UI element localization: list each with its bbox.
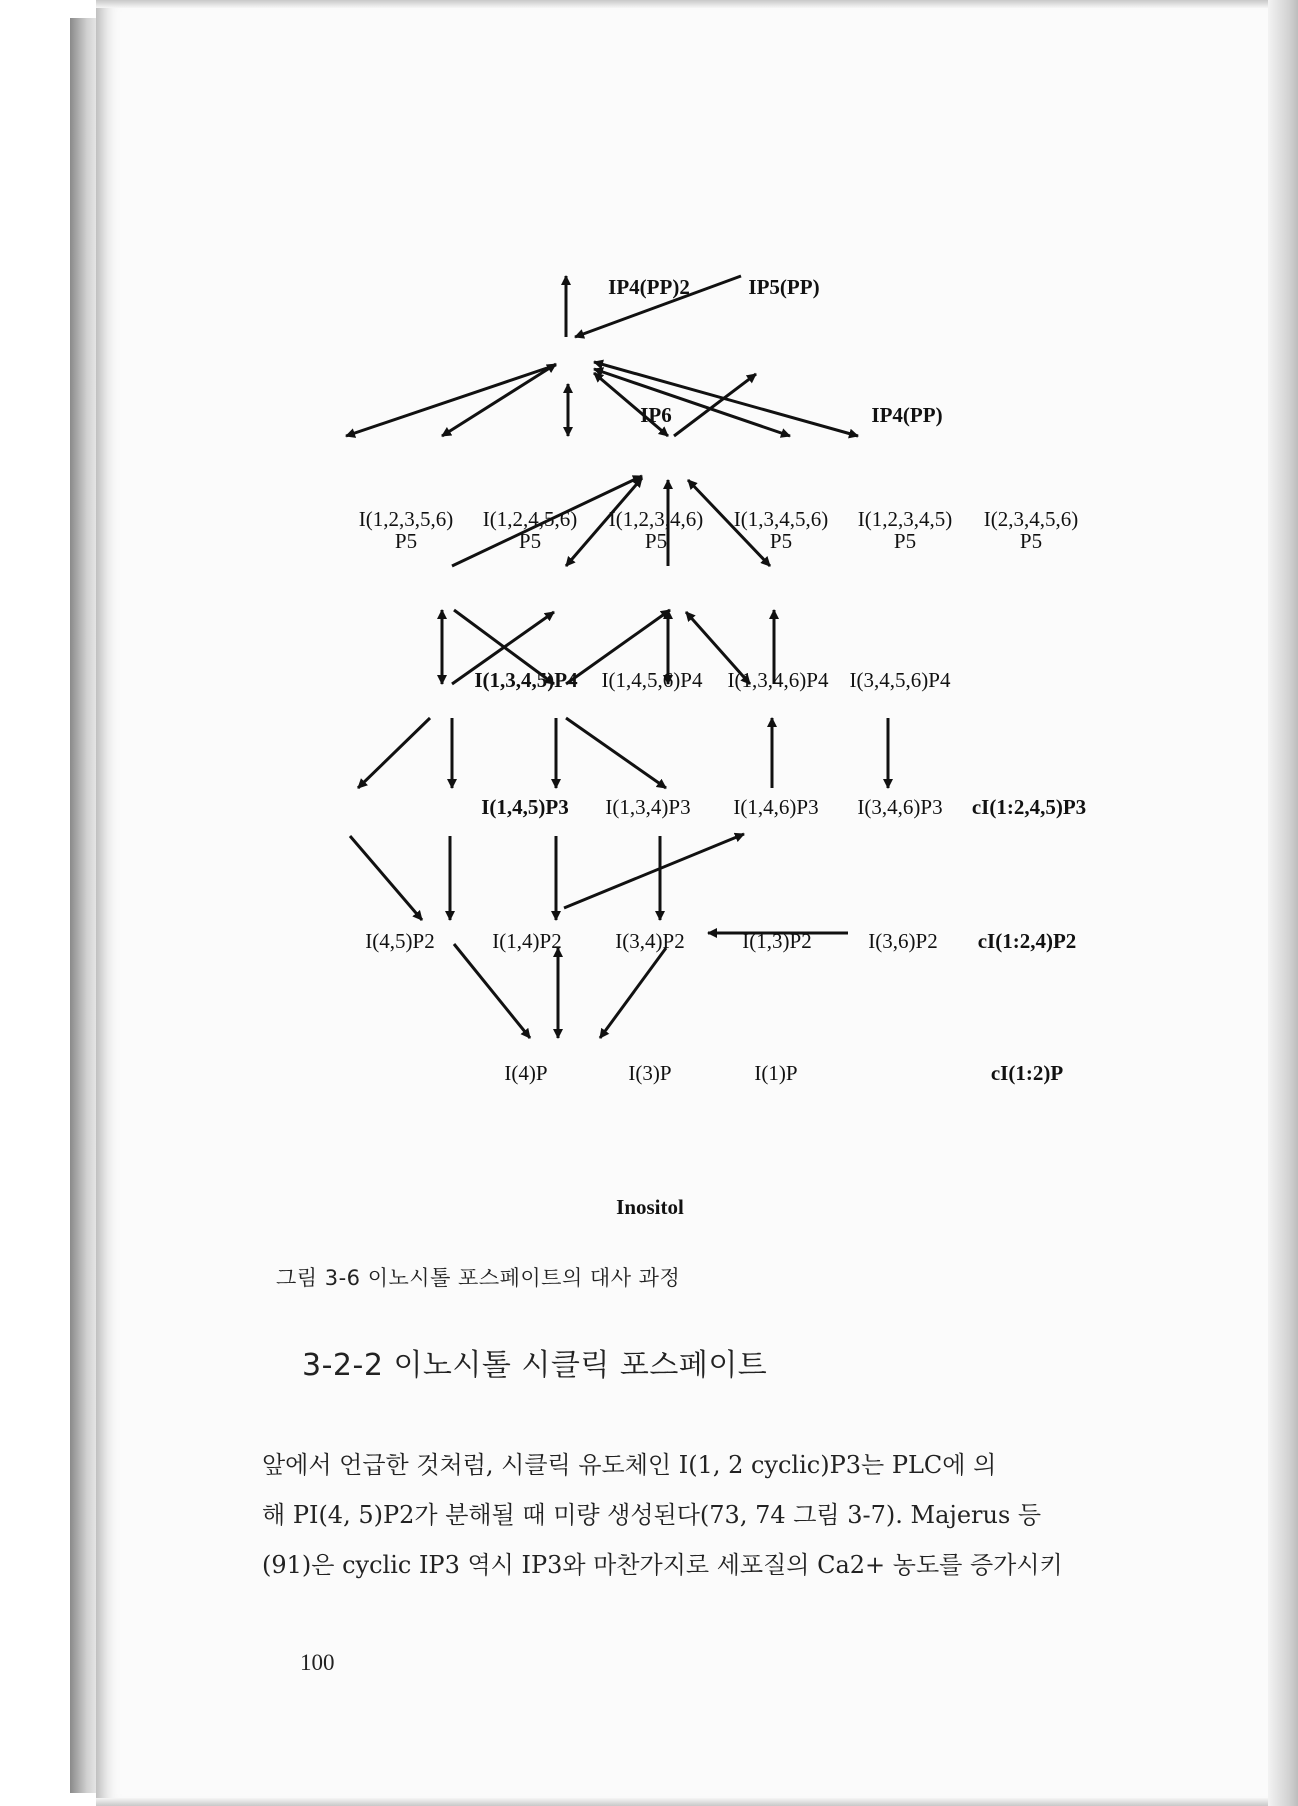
node-ip6: IP6 [640, 403, 672, 427]
page-edge-bottom [96, 1798, 1280, 1806]
section-heading: 3-2-2 이노시톨 시클릭 포스페이트 [302, 1348, 768, 1383]
node-p2-13: I(1,3)P2 [742, 929, 812, 953]
arrow-ip6-to-p5-12356 [346, 365, 556, 436]
node-p2-45: I(4,5)P2 [365, 929, 435, 953]
node-ip5pp: IP5(PP) [748, 275, 820, 299]
node-p-3: I(3)P [628, 1061, 672, 1085]
node-p3-346: I(3,4,6)P3 [857, 795, 943, 819]
arrow-p2-45-to-p-4 [350, 836, 422, 920]
arrow-p-1-to-inositol [600, 948, 666, 1038]
page-edge-top [96, 0, 1280, 8]
book-spine [70, 18, 98, 1793]
node-p2-36: I(3,6)P2 [868, 929, 938, 953]
arrow-p3-134-to-p2-13 [566, 718, 666, 788]
node-cp-12: cI(1:2)P [990, 1061, 1064, 1085]
node-p4-1346: I(1,3,4,6)P4 [727, 668, 829, 692]
node-cp2-124: cI(1:2,4)P2 [977, 929, 1077, 953]
node-p2-34: I(3,4)P2 [615, 929, 685, 953]
body-line-1: 앞에서 언급한 것처럼, 시클릭 유도체인 I(1, 2 cyclic)P3는 PLC에 의 [262, 1451, 997, 1479]
node-p5-12346: I(1,2,3,4,6) P5 [608, 507, 704, 553]
figure-caption: 그림 3-6 이노시톨 포스페이트의 대사 과정 [276, 1266, 681, 1290]
arrow-ip6-p5-23456 [594, 362, 858, 436]
node-p3-145: I(1,4,5)P3 [481, 795, 569, 819]
node-inositol: Inositol [616, 1195, 684, 1219]
arrow-ip6-p5-12345 [594, 369, 790, 436]
arrow-p-4-to-inositol [454, 944, 530, 1038]
node-p5-12356: I(1,2,3,5,6) P5 [358, 507, 454, 553]
page-edge-right [1268, 0, 1298, 1806]
arrow-p-3-to-p2-36 [564, 834, 744, 908]
node-cp3-1245: cI(1:2,4,5)P3 [971, 795, 1087, 819]
node-p5-13456: I(1,3,4,5,6) P5 [733, 507, 829, 553]
node-p3-134: I(1,3,4)P3 [605, 795, 691, 819]
node-p5-12456: I(1,2,4,5,6) P5 [482, 507, 578, 553]
node-ip4pp: IP4(PP) [871, 403, 943, 427]
page-number: 100 [300, 1650, 335, 1675]
node-p4-1345: I(1,3,4,5)P4 [474, 668, 578, 692]
node-p4-1456: I(1,4,5,6)P4 [601, 668, 703, 692]
node-p-4: I(4)P [504, 1061, 548, 1085]
node-p-1: I(1)P [754, 1061, 798, 1085]
node-p5-12345: I(1,2,3,4,5) P5 [857, 507, 953, 553]
arrow-ip6-p5-12456 [442, 364, 556, 436]
node-ip4pp2: IP4(PP)2 [608, 275, 690, 299]
body-line-3: (91)은 cyclic IP3 역시 IP3와 마찬가지로 세포질의 Ca2+ 농도를 증가시키 [262, 1551, 1063, 1579]
arrow-p3-145-to-p2-45 [358, 718, 430, 788]
metabolism-diagram [330, 262, 1120, 1228]
node-p2-14: I(1,4)P2 [492, 929, 562, 953]
node-p4-3456: I(3,4,5,6)P4 [849, 668, 951, 692]
node-p3-146: I(1,4,6)P3 [733, 795, 819, 819]
node-p5-23456: I(2,3,4,5,6) P5 [983, 507, 1079, 553]
body-line-2: 해 PI(4, 5)P2가 분해될 때 미량 생성된다(73, 74 그림 3-7). Majerus 등 [262, 1501, 1042, 1529]
